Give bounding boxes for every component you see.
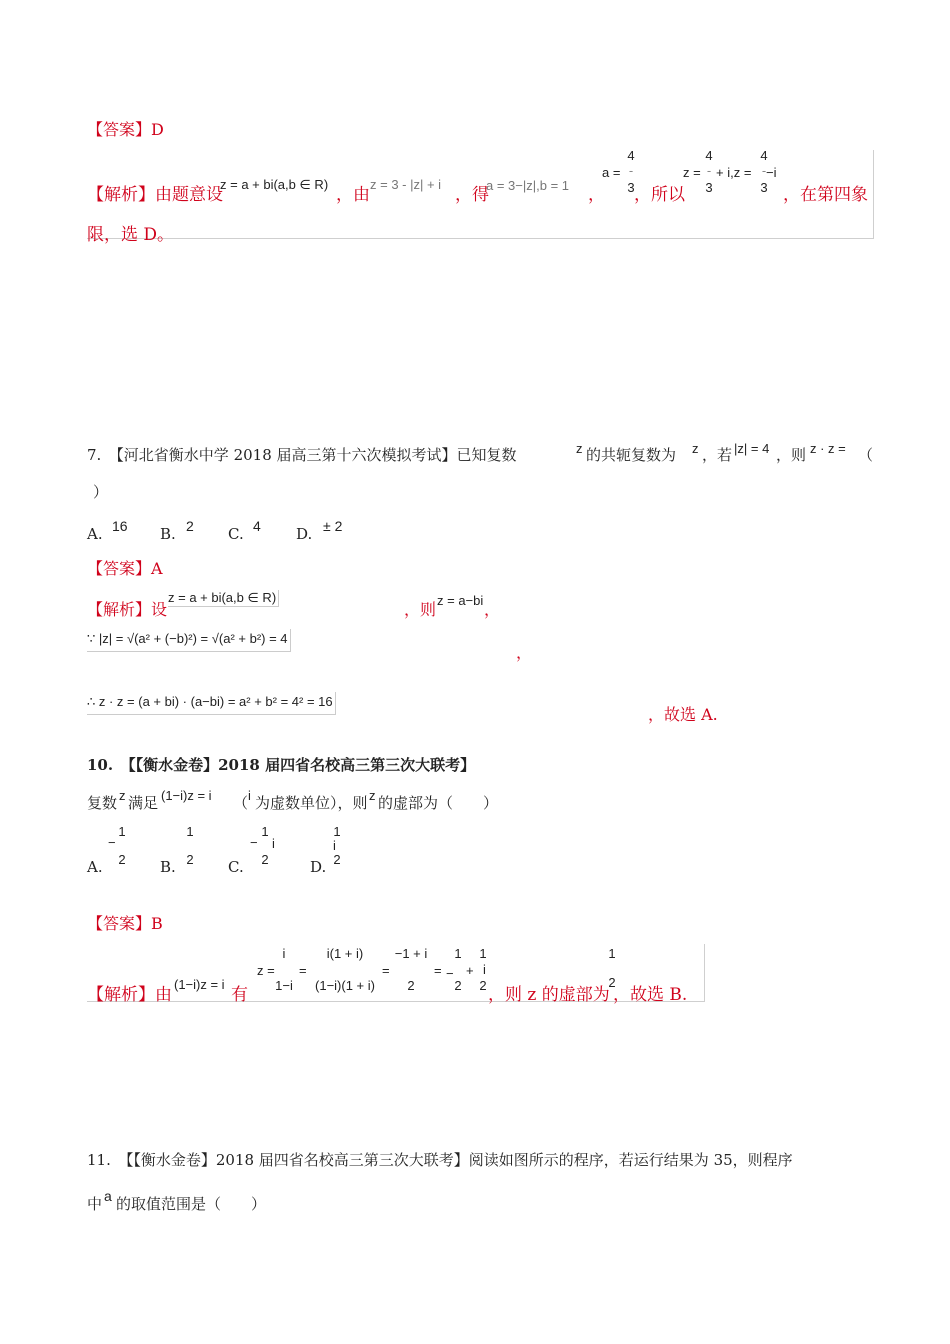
math-expression: z =	[257, 963, 275, 978]
math-sign: −	[250, 835, 258, 850]
question-text: ）	[93, 483, 109, 501]
question-text: 的共轭复数为	[586, 446, 677, 464]
fraction-denominator: 2	[407, 978, 415, 993]
math-variable: i	[483, 962, 486, 977]
math-expression: z = 3 - |z| + i	[370, 177, 442, 192]
math-expression: z · z =	[810, 441, 846, 456]
question-title: 11. 【【衡水金卷】2018 届四省名校高三第三次大联考】阅读如图所示的程序，若运行结果为 35，则程序	[87, 1151, 793, 1169]
fraction-numerator: 4	[627, 148, 635, 163]
fraction-numerator: i(1 + i)	[326, 946, 364, 961]
option-a-label: A.	[87, 525, 103, 543]
option-d-value: ± 2	[323, 518, 343, 534]
answer-label: 【答案】B	[87, 914, 163, 933]
math-variable: i	[248, 788, 251, 803]
math-expression: z = a + bi(a,b ∈ R)	[168, 590, 279, 607]
math-sign: −	[108, 835, 116, 850]
analysis-text: ，故选 A.	[648, 705, 718, 724]
answer-label: 【答案】A	[87, 559, 163, 578]
fraction-denominator: 2	[118, 852, 126, 867]
question-text: 满足	[128, 794, 159, 812]
math-sign: −	[446, 966, 454, 981]
fraction-denominator: 3	[760, 180, 768, 195]
fraction-denominator: 3	[627, 180, 635, 195]
fraction-numerator: 1	[333, 824, 341, 839]
fraction-denominator: 3	[705, 180, 713, 195]
fraction-numerator: 1	[261, 824, 269, 839]
analysis-label: 【解析】	[87, 985, 155, 1005]
question-text: 的取值范围是（ ）	[116, 1195, 267, 1213]
math-equals: =	[434, 963, 442, 978]
math-equals: =	[299, 963, 307, 978]
fraction-numerator: 1	[186, 824, 194, 839]
math-expression: a =	[602, 165, 621, 180]
fraction-numerator: 1	[608, 946, 616, 961]
fraction-bar: -	[628, 163, 634, 178]
math-sign: +	[466, 963, 474, 978]
option-d-label: D.	[310, 858, 327, 876]
option-c-value: 4	[253, 518, 261, 534]
fraction-denominator: 2	[608, 975, 616, 990]
analysis-text: 由	[155, 985, 172, 1005]
option-c-label: C.	[228, 525, 244, 543]
analysis-box-right	[873, 150, 874, 239]
fraction-denominator: 2	[454, 978, 462, 993]
question-text: （	[233, 794, 249, 812]
math-expression: (1−i)z = i	[174, 977, 225, 992]
analysis-text: ，则 z 的虚部为	[488, 985, 610, 1005]
analysis-text: ，	[516, 643, 533, 662]
analysis-text: ，所以	[634, 185, 685, 205]
math-expression: (1−i)z = i	[161, 788, 212, 803]
analysis-text: 有	[231, 985, 248, 1005]
fraction-denominator: 2	[479, 978, 487, 993]
analysis-box-right	[704, 944, 705, 1002]
fraction-numerator: i	[282, 946, 286, 961]
analysis-text: ，	[588, 185, 605, 205]
question-text: 的虚部为（ ）	[378, 794, 499, 812]
option-d-label: D.	[296, 525, 313, 543]
fraction-denominator: (1−i)(1 + i)	[315, 978, 375, 993]
fraction-denominator: 2	[333, 852, 341, 867]
fraction-numerator: 4	[760, 148, 768, 163]
math-expression: + i,z =	[716, 165, 752, 180]
question-text: ，则	[776, 446, 807, 464]
math-conjugate: z	[692, 441, 699, 456]
analysis-text: 设	[151, 600, 168, 619]
math-variable: i	[333, 838, 336, 853]
question-text: （	[858, 446, 874, 464]
math-variable: i	[272, 836, 275, 851]
option-b-value: 2	[186, 518, 194, 534]
math-expression: |z| = 4	[734, 441, 770, 456]
analysis-text: ，在第四象	[783, 185, 868, 205]
fraction-denominator: 1−i	[275, 978, 293, 993]
math-expression: ∴ z · z = (a + bi) · (a−bi) = a² + b² = 4² = 16	[87, 692, 336, 715]
analysis-text: 由题意设	[155, 185, 223, 205]
math-expression: −i	[766, 165, 777, 180]
fraction-numerator: 4	[705, 148, 713, 163]
question-title: 7. 【河北省衡水中学 2018 届高三第十六次模拟考试】已知复数	[87, 446, 517, 464]
analysis-text: ，由	[336, 185, 370, 205]
math-variable: a	[104, 1188, 112, 1204]
question-text: 复数	[87, 794, 118, 812]
math-equals: =	[382, 963, 390, 978]
fraction-numerator: 1	[479, 946, 487, 961]
math-expression: a = 3−|z|,b = 1	[486, 178, 570, 193]
math-variable: z	[576, 441, 583, 456]
fraction-bar: -	[706, 163, 712, 178]
question-text: ，若	[702, 446, 733, 464]
fraction-numerator: 1	[118, 824, 126, 839]
analysis-text: 限，选 D。	[87, 225, 175, 245]
option-a-value: 16	[112, 518, 128, 534]
fraction-numerator: 1	[454, 946, 462, 961]
math-expression: z =	[683, 165, 701, 180]
option-b-label: B.	[160, 858, 176, 876]
answer-label: 【答案】D	[87, 120, 164, 139]
fraction-denominator: 2	[186, 852, 194, 867]
analysis-text: ，得	[455, 185, 489, 205]
option-c-label: C.	[228, 858, 244, 876]
fraction-bar: -	[761, 163, 767, 178]
analysis-text: ，故选 B.	[613, 985, 688, 1005]
question-title: 10. 【【衡水金卷】2018 届四省名校高三第三次大联考】	[87, 756, 476, 774]
math-variable: z	[369, 788, 376, 803]
option-b-label: B.	[160, 525, 176, 543]
question-text: 为虚数单位），则	[255, 794, 368, 812]
analysis-text: ，	[484, 600, 501, 619]
fraction-denominator: 2	[261, 852, 269, 867]
math-variable: z	[119, 788, 126, 803]
analysis-label: 【解析】	[87, 185, 155, 205]
option-a-label: A.	[87, 858, 103, 876]
math-expression: ∵ |z| = √(a² + (−b)²) = √(a² + b²) = 4	[87, 629, 291, 652]
math-expression: z = a + bi(a,b ∈ R)	[220, 177, 329, 192]
analysis-label: 【解析】	[87, 600, 152, 619]
fraction-numerator: −1 + i	[394, 946, 428, 961]
question-text: 中	[87, 1195, 103, 1213]
math-expression: z = a−bi	[437, 593, 484, 608]
analysis-text: ，则	[404, 600, 437, 619]
analysis-box-bottom	[87, 238, 874, 239]
